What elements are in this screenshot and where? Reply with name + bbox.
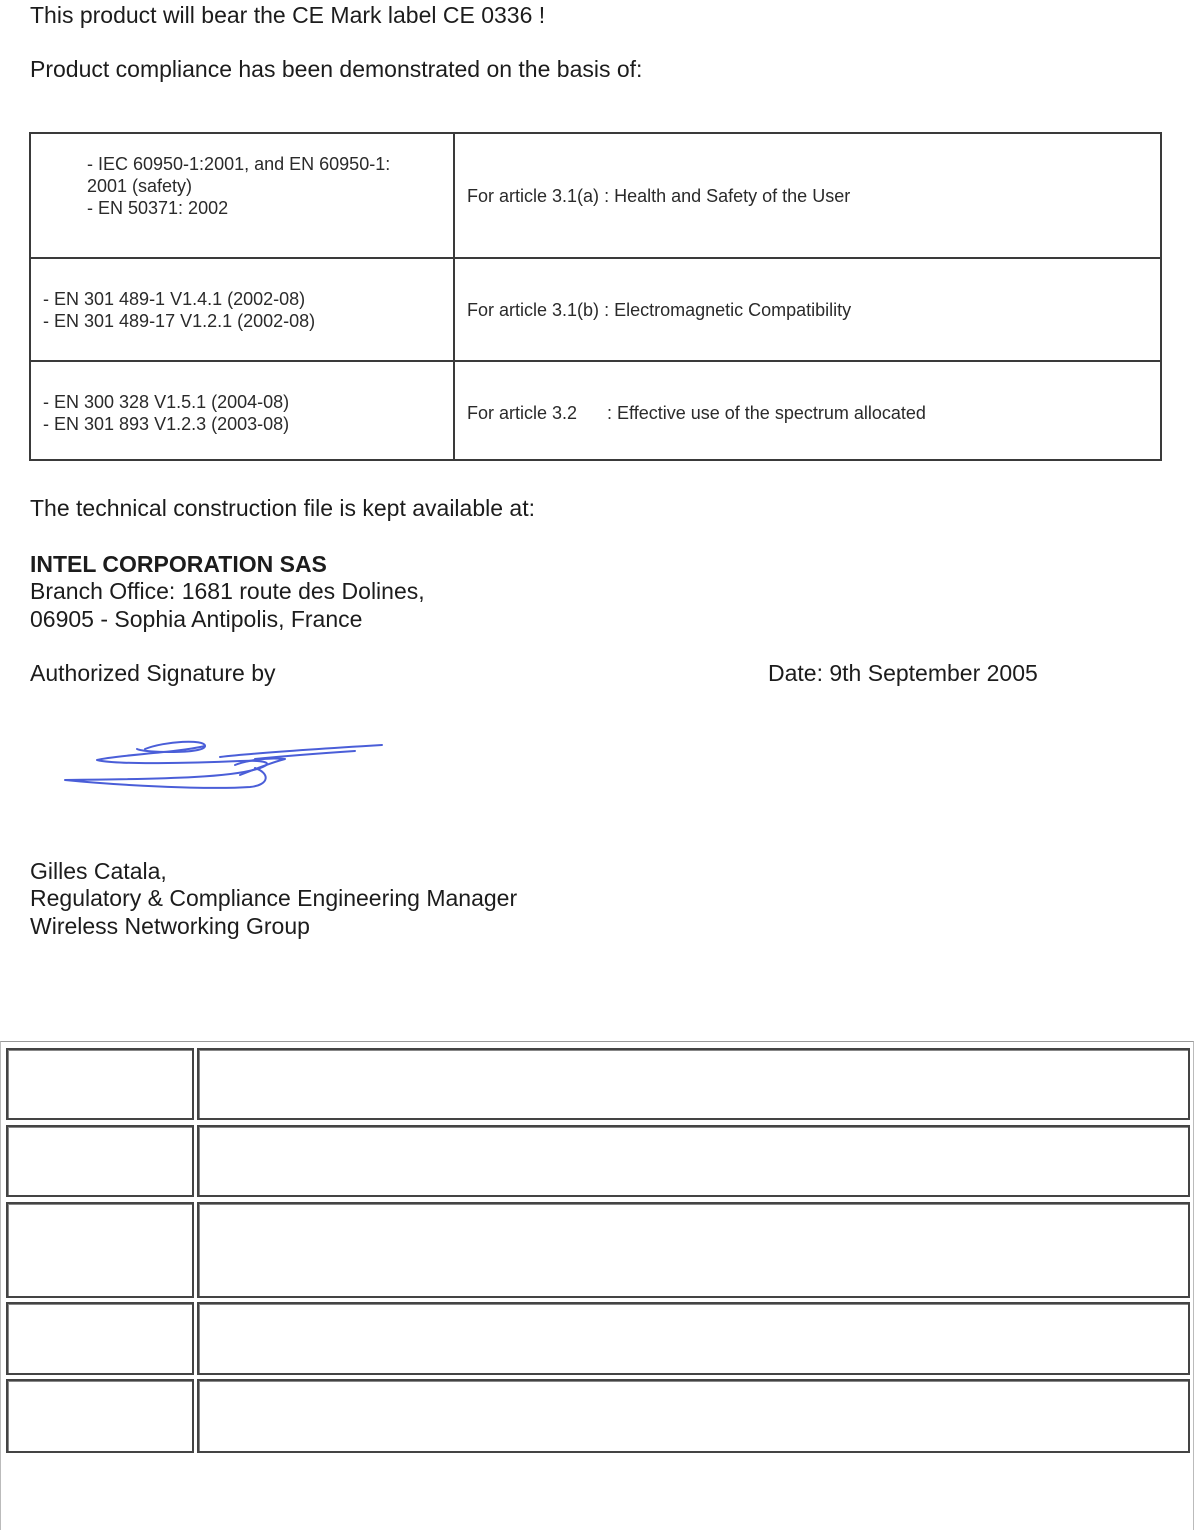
- standard-line: - EN 301 489-17 V1.2.1 (2002-08): [43, 311, 316, 331]
- standard-line: - EN 301 489-1 V1.4.1 (2002-08): [43, 289, 306, 309]
- signature-stroke: [65, 746, 267, 788]
- signer-group: Wireless Networking Group: [30, 913, 310, 939]
- standards-cell: [31, 134, 455, 257]
- article-description: : Electromagnetic Compatibility: [604, 300, 852, 320]
- standard-line: - IEC 60950-1:2001, and EN 60950-1:: [87, 154, 391, 174]
- signer-title: Regulatory & Compliance Engineering Manager: [30, 885, 518, 911]
- standards-cell: [31, 259, 455, 360]
- compliance-row-emc: [31, 257, 1160, 360]
- compliance-row-spectrum: [31, 360, 1160, 459]
- standard-line: - EN 301 893 V1.2.3 (2003-08): [43, 414, 290, 434]
- article-description: : Health and Safety of the User: [604, 186, 851, 206]
- empty-cell-value: [197, 1302, 1190, 1375]
- empty-cell-value: [197, 1125, 1190, 1197]
- article-label: For article 3.1(b): [467, 300, 600, 320]
- compliance-row-safety: [31, 134, 1160, 257]
- empty-cell-label: [6, 1048, 194, 1120]
- signature-date: Date: 9th September 2005: [768, 660, 1038, 686]
- signature-image: [55, 735, 395, 800]
- standard-line: - EN 300 328 V1.5.1 (2004-08): [43, 392, 290, 412]
- signer-name: Gilles Catala,: [30, 858, 167, 884]
- standard-line: - EN 50371: 2002: [87, 198, 229, 218]
- article-cell: [455, 362, 1160, 459]
- empty-table-frame: [0, 1041, 1194, 1530]
- address-line-2: 06905 - Sophia Antipolis, France: [30, 606, 363, 632]
- compliance-intro: Product compliance has been demonstrated on the basis of:: [30, 56, 643, 82]
- compliance-table: [29, 132, 1162, 461]
- empty-cell-label: [6, 1302, 194, 1375]
- article-text: [467, 402, 926, 424]
- empty-cell-label: [6, 1202, 194, 1298]
- empty-cell-label: [6, 1125, 194, 1197]
- empty-cell-value: [197, 1379, 1190, 1453]
- authorized-signature-label: Authorized Signature by: [30, 660, 276, 686]
- article-text: [467, 299, 851, 321]
- article-cell: [455, 259, 1160, 360]
- technical-file-intro: The technical construction file is kept available at:: [30, 495, 535, 521]
- standard-line: 2001 (safety): [87, 176, 193, 196]
- empty-cell-value: [197, 1048, 1190, 1120]
- article-cell: [455, 134, 1160, 257]
- article-description: : Effective use of the spectrum allocated: [607, 403, 926, 423]
- standards-cell: [31, 362, 455, 459]
- company-name: INTEL CORPORATION SAS: [30, 551, 327, 577]
- empty-cell-label: [6, 1379, 194, 1453]
- article-label: For article 3.2: [467, 403, 578, 423]
- address-line-1: Branch Office: 1681 route des Dolines,: [30, 578, 425, 604]
- article-text: [467, 185, 850, 207]
- article-label: For article 3.1(a): [467, 186, 600, 206]
- ce-mark-statement: This product will bear the CE Mark label CE 0336 !: [30, 2, 546, 28]
- empty-cell-value: [197, 1202, 1190, 1298]
